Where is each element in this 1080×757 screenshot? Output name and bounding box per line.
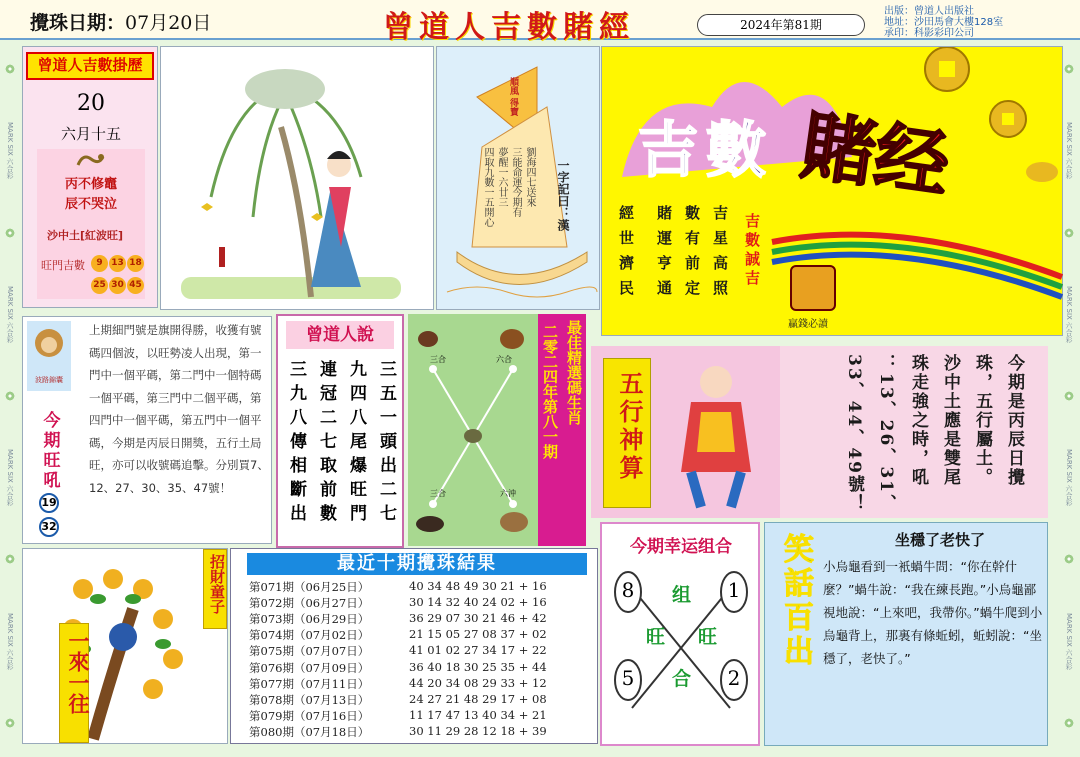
result-row	[249, 643, 595, 658]
kid-label-box	[203, 549, 227, 629]
dragon-icon	[75, 151, 105, 171]
issue-badge: 2024年第81期	[697, 14, 865, 36]
result-row	[249, 708, 595, 723]
kid-label: 招財童子	[208, 554, 226, 614]
wang-body: 上期細門號是旗開得勝，收獲有號碼四個波，以旺勢凌人出現，第一門中一個平碼，第二門中一個特碼一個平碼，第三門中二個平碼，第四門中一個平碼，第五門中一個平碼，今期是丙辰日開獎，五行土局旺，亦可以收號碼追擊。分別買7、12、27、30、35、47號！	[89, 323, 269, 495]
result-numbers: 21 15 05 27 08 37 + 02	[409, 627, 547, 642]
result-row	[249, 579, 595, 594]
draw-date: 攪珠日期：07月20日	[30, 12, 212, 34]
result-period: 第077期（07月11日）	[249, 676, 370, 691]
almanac-lunar-date: 六月十五	[60, 125, 121, 143]
almanac-heading: 曾道人吉數掛歷	[26, 52, 154, 80]
result-numbers: 40 34 48 49 30 21 + 16	[409, 579, 547, 593]
boat-poem-2: 夢醒一六廿三	[496, 147, 507, 207]
result-row	[249, 595, 595, 610]
header-bar	[0, 0, 1080, 45]
kid-slogan-box	[59, 623, 89, 743]
hero-column-3: 賭運亨通	[655, 205, 673, 305]
combo-number: 2	[727, 666, 741, 690]
result-numbers: 30 14 32 40 24 02 + 16	[409, 595, 547, 610]
almanac-panel	[22, 46, 158, 308]
result-numbers: 36 40 18 30 25 35 + 44	[409, 659, 547, 674]
prediction-column-2: 珠，五行屬土。	[972, 354, 992, 487]
combo-panel	[600, 522, 760, 746]
best-left-column: 二零二四年第八一期	[541, 324, 559, 459]
wang-label: 今期旺吼	[43, 411, 61, 491]
result-period: 第072期（06月27日）	[249, 596, 370, 611]
prediction-column-3: 沙中土應是雙尾	[940, 354, 960, 487]
page-title: 曾道人吉數賭經	[383, 10, 635, 45]
boat-sail-text: 順風 得寶	[508, 77, 518, 117]
result-period: 第078期（07月13日）	[249, 692, 370, 707]
prediction-column-5: ：13、26、31、	[876, 354, 896, 513]
money-bag-icon	[790, 265, 836, 311]
result-period: 第071期（06月25日）	[249, 580, 370, 594]
boat-poem-4: 劉海四七送來	[524, 147, 535, 207]
left-border-strip: MARK SIX 六合彩 MARK SIX 六合彩 MARK SIX 六合彩 MARK SIX 六合彩	[1, 40, 19, 752]
hero-side-column: 吉數誠吉	[743, 213, 761, 289]
lady-under-willow-image	[161, 47, 435, 311]
result-row	[249, 660, 595, 675]
lucky-ball: 18	[127, 255, 144, 272]
prediction-column-6: 33、44、49號！	[844, 354, 864, 513]
kid-slogan: 一來一往	[66, 630, 91, 714]
wang-number: 32	[39, 517, 59, 537]
say-column-2: 九四八尾爆旺門	[346, 360, 366, 528]
deity-title: 五行神算	[615, 371, 644, 483]
zodiac-label: 六合	[496, 355, 512, 364]
combo-number: 8	[621, 578, 635, 602]
kid-panel	[22, 548, 228, 744]
result-numbers: 36 29 07 30 21 46 + 42	[409, 611, 547, 626]
combo-center-char: 旺	[698, 626, 718, 648]
hero-panel	[601, 46, 1063, 336]
boat-poem-3: 三能命運今期有	[510, 147, 521, 217]
zodiac-diagram	[408, 314, 538, 546]
result-row	[249, 611, 595, 626]
lucky-label: 旺門吉數	[41, 259, 85, 272]
money-tree-image	[23, 549, 229, 745]
wang-number: 19	[39, 493, 59, 513]
joke-body: 小烏龜看到一衹蝸牛問：“你在幹什麼？”蝸牛說：“我在練長跑。”小烏龜鄙視地說：“上來吧，我帶你。”蝸牛爬到小烏龜背上，那裏有條蚯蚓，蚯蚓說：“坐穩了，老快了。”	[823, 559, 1043, 666]
result-numbers: 11 17 47 13 40 34 + 21	[409, 707, 547, 722]
hero-title-jishu: 吉數	[638, 116, 774, 186]
wang-badge: 波路錦囊	[27, 321, 71, 391]
say-column-4: 三九八傳相斷出	[286, 360, 306, 528]
publisher-info: 出版：曾道人出版社 地址：沙田馬會大樓128室 承印：科影彩印公司	[884, 6, 1004, 39]
result-period: 第079期（07月16日）	[249, 708, 370, 723]
result-row	[249, 692, 595, 707]
boat-panel	[436, 46, 600, 310]
lucky-ball: 30	[109, 277, 126, 294]
hero-column-4: 經世濟民	[617, 205, 635, 305]
zodiac-panel	[408, 314, 538, 546]
deity-panel	[591, 346, 780, 518]
joke-label: 笑話百出	[778, 533, 813, 669]
monkey-icon	[27, 321, 71, 371]
result-numbers: 24 27 21 48 29 17 + 08	[409, 691, 547, 706]
say-column-1: 三五一頭出二七	[376, 360, 396, 528]
combo-center-char: 旺	[646, 626, 666, 648]
say-heading: 曾道人說	[286, 321, 394, 349]
boat-poem-1: 四取九數一五開心	[482, 147, 493, 227]
zodiac-label: 六沖	[500, 489, 516, 498]
lucky-ball: 9	[91, 255, 108, 272]
result-numbers: 30 11 29 28 12 18 + 39	[409, 723, 547, 738]
result-numbers: 44 20 34 08 29 33 + 12	[409, 675, 547, 690]
deity-figure-image	[661, 352, 771, 512]
hero-column-2: 數有前定	[683, 205, 701, 305]
say-column-3: 連冠二七取前數	[316, 360, 336, 528]
combo-center-char: 合	[672, 668, 692, 690]
result-period: 第074期（07月02日）	[249, 628, 370, 643]
wang-panel	[22, 316, 272, 544]
right-border-strip: MARK SIX 六合彩 MARK SIX 六合彩 MARK SIX 六合彩 MARK SIX 六合彩	[1060, 40, 1078, 752]
zodiac-label: 三合	[430, 355, 446, 364]
best-right-column: 最佳精選碼生肖	[565, 320, 583, 425]
zodiac-label: 三合	[430, 489, 446, 498]
lady-illustration	[160, 46, 434, 310]
deity-title-box	[603, 358, 651, 508]
boat-verse: 一字記曰：漢	[556, 159, 570, 231]
result-row	[249, 724, 595, 739]
hero-column-1: 吉星高照	[711, 205, 729, 305]
lucky-ball: 25	[91, 277, 108, 294]
combo-number: 5	[621, 666, 635, 690]
best-panel	[538, 314, 586, 546]
almanac-day: 20	[77, 91, 105, 116]
result-row	[249, 676, 595, 691]
recent-results-heading: 最近十期攪珠結果	[247, 553, 587, 575]
fate-box	[37, 149, 145, 299]
say-panel	[276, 314, 404, 548]
result-period: 第080期（07月18日）	[249, 724, 370, 739]
lucky-ball: 45	[127, 277, 144, 294]
result-numbers: 41 01 02 27 34 17 + 22	[409, 643, 547, 658]
lucky-ball: 13	[109, 255, 126, 272]
combo-heading: 今期幸运组合	[630, 537, 732, 557]
prediction-column-1: 今期是丙辰日攪	[1004, 354, 1024, 487]
taboo-line-1: 丙不修竈	[64, 177, 117, 192]
prediction-panel	[780, 346, 1048, 518]
combo-center-char: 组	[672, 584, 692, 606]
combo-number: 1	[727, 578, 741, 602]
recent-results-panel	[230, 548, 598, 744]
taboo-line-2: 辰不哭泣	[64, 197, 117, 212]
result-period: 第075期（07月07日）	[249, 644, 370, 659]
hero-title-dujing: 賭经	[795, 103, 955, 209]
result-period: 第076期（07月09日）	[249, 660, 370, 675]
joke-title: 坐穩了老快了	[894, 531, 985, 549]
hero-badge: 贏錢必讀	[788, 319, 828, 330]
element-label: 沙中土[紅波旺]	[47, 229, 124, 242]
result-row	[249, 627, 595, 642]
joke-panel	[764, 522, 1048, 746]
prediction-column-4: 珠走強之時，吼	[908, 354, 928, 487]
result-period: 第073期（06月29日）	[249, 612, 370, 627]
